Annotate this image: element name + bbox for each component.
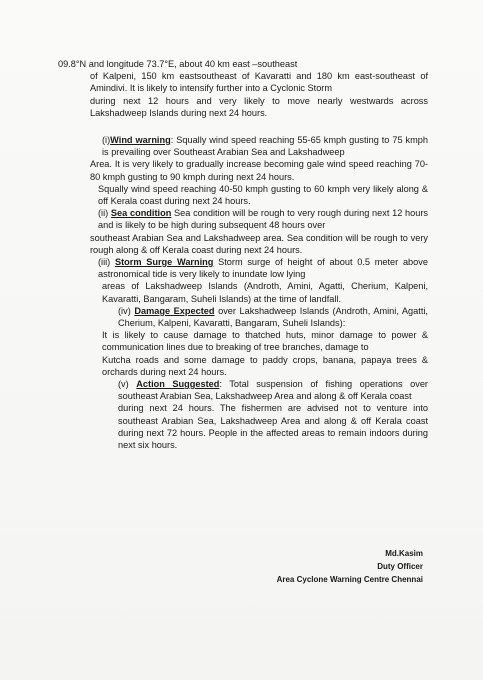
officer-role: Duty Officer bbox=[377, 562, 423, 571]
action-suggested-num: (v) bbox=[118, 379, 129, 390]
storm-surge-heading: Storm Surge Warning bbox=[114, 257, 214, 268]
sea-condition-num: (ii) bbox=[98, 208, 109, 219]
bulletin-body bbox=[58, 58, 428, 451]
wind-warning-text-2: Area. It is very likely to gradually increase becoming gale wind speed reaching 70-80 kmph gusting to 90 kmph during next 24 hours. bbox=[90, 159, 428, 182]
sea-condition-para bbox=[58, 207, 428, 231]
action-suggested-text-1: : Total suspension of fishing operations over southeast Arabian Sea, Lakshadweep Area and along & off Kerala coast bbox=[118, 379, 428, 402]
intro-line-2: of Kalpeni, 150 km eastsoutheast of Kavaratti and 180 km east-southeast of Amindivi. It is likely to intensify further into a Cyclonic Storm bbox=[90, 71, 428, 94]
storm-surge-para bbox=[58, 256, 428, 280]
wind-warning-num: (i) bbox=[102, 135, 111, 146]
damage-expected-heading: Damage Expected bbox=[134, 305, 215, 316]
action-suggested-heading: Action Suggested bbox=[136, 379, 220, 390]
sea-condition-text-2: southeast Arabian Sea and Lakshadweep area. Sea condition will be rough to very rough along & off Kerala coast during next 24 hours. bbox=[90, 232, 428, 255]
wind-warning-heading: Wind warning bbox=[110, 135, 171, 146]
sea-condition-text-1: Sea condition will be rough to very rough during next 12 hours and is likely to be high during subsequent 48 hours over bbox=[98, 208, 428, 231]
damage-expected-text-1: over Lakshadweep Islands (Androth, Amini, Agatti, Cherium, Kalpeni, Kavaratti, Bangaram, Suheli Islands): bbox=[118, 305, 428, 329]
wind-warning-para bbox=[58, 134, 428, 158]
office-name: Area Cyclone Warning Centre Chennai bbox=[276, 575, 423, 584]
damage-expected-text-3: Kutcha roads and some damage to paddy crops, banana, papaya trees & orchards during next 24 hours. bbox=[102, 354, 428, 377]
intro-line-3: during next 12 hours and very likely to move nearly westwards across Lakshadweep Islands during next 24 hours. bbox=[90, 95, 428, 118]
signature-block bbox=[277, 547, 423, 586]
damage-expected-text-2: It is likely to cause damage to thatched huts, minor damage to power & communication lines due to breaking of tree branches, damage to bbox=[102, 330, 428, 353]
wind-warning-text-1: : Squally wind speed reaching 55-65 kmph gusting to 75 kmph is prevailing over Southeast Arabian Sea and Lakshadweep bbox=[102, 135, 429, 158]
damage-expected-num: (iv) bbox=[118, 305, 131, 316]
storm-surge-text-2: areas of Lakshadweep Islands (Androth, Amini, Agatti, Cherium, Kalpeni, Kavaratti, Bangaram, Suheli Islands) at the time of landfall. bbox=[102, 281, 428, 304]
storm-surge-num: (iii) bbox=[98, 257, 111, 268]
officer-name: Md.Kasim bbox=[385, 549, 423, 558]
wind-warning-text-3: Squally wind speed reaching 40-50 kmph gusting to 60 kmph very likely along & off Kerala coast during next 24 hours. bbox=[98, 183, 428, 207]
action-suggested-para bbox=[58, 378, 428, 402]
sea-condition-heading: Sea condition bbox=[110, 208, 172, 219]
damage-expected-para bbox=[58, 305, 428, 329]
action-suggested-text-2: during next 24 hours. The fishermen are advised not to venture into southeast Arabian Sea, Lakshadweep Area and along & off Kerala coast during next 72 hours. People in the affected areas to remain indoors during next six hours. bbox=[118, 403, 428, 451]
intro-line-1: 09.8°N and longitude 73.7°E, about 40 km east –southeast bbox=[58, 59, 298, 69]
storm-surge-text-1: Storm surge of height of about 0.5 meter above astronomical tide is very likely to inundate low lying bbox=[98, 257, 428, 280]
